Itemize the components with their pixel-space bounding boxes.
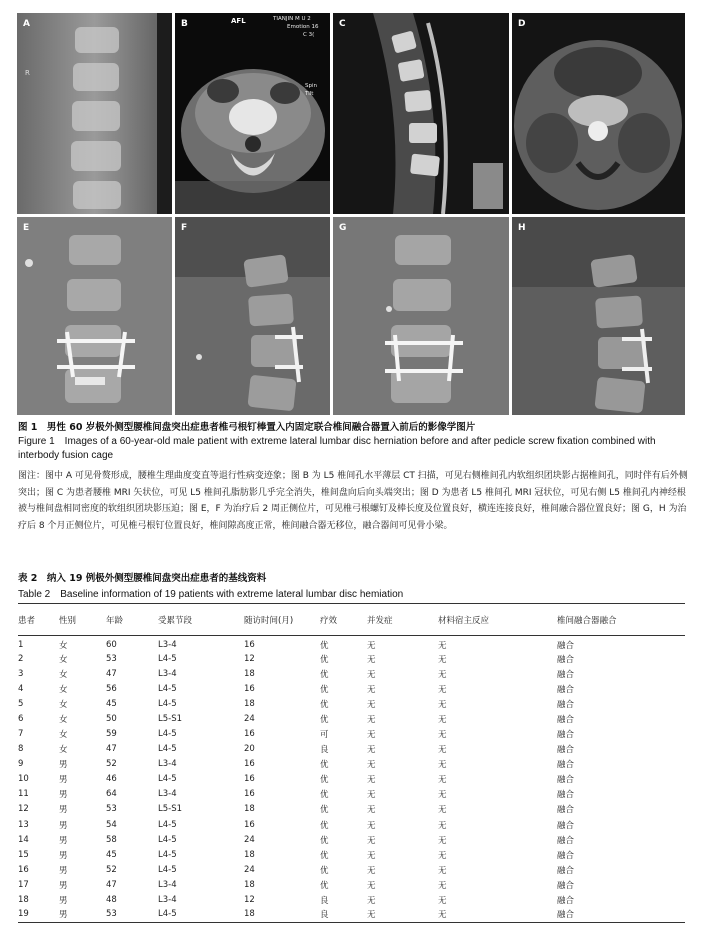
table-row — [18, 787, 685, 802]
table-cell: 19 — [18, 908, 29, 919]
panel-h-xray-lateral-followup — [512, 217, 685, 415]
table-cell: L3-4 — [158, 759, 177, 770]
panel-g-xray-ap-followup — [333, 217, 509, 415]
table-cell: 无 — [438, 880, 447, 891]
table-cell: 16 — [244, 759, 255, 770]
table-cell: L3-4 — [158, 668, 177, 679]
table-header-row — [18, 604, 685, 636]
table-cell: L4-5 — [158, 908, 177, 919]
table-cell: 无 — [367, 714, 376, 725]
table-cell: 优 — [320, 865, 329, 876]
panel-label: G — [339, 223, 347, 233]
table-cell: 18 — [244, 804, 255, 815]
table-cell: 58 — [106, 834, 117, 845]
table-cell: 融合 — [557, 865, 575, 876]
table-row — [18, 757, 685, 772]
table-cell: 无 — [367, 880, 376, 891]
table-cell: 14 — [18, 834, 29, 845]
table-cell: 无 — [367, 850, 376, 861]
table-cell: 无 — [438, 684, 447, 695]
table-cell: 12 — [244, 895, 255, 906]
table-cell: 优 — [320, 699, 329, 710]
table-cell: 47 — [106, 668, 117, 679]
table-cell: 优 — [320, 654, 329, 665]
table-cell: 优 — [320, 760, 329, 771]
panel-label: A — [23, 19, 30, 29]
table-body — [18, 636, 685, 923]
table-cell: 16 — [244, 683, 255, 694]
column-header: 疗效 — [320, 615, 338, 626]
table-cell: 53 — [106, 804, 117, 815]
table-cell: 融合 — [557, 654, 575, 665]
table-cell: 16 — [244, 819, 255, 830]
table-row — [18, 696, 685, 711]
panel-label: E — [23, 223, 30, 233]
table-cell: 无 — [438, 760, 447, 771]
table-cell: 融合 — [557, 699, 575, 710]
table-cell: L4-5 — [158, 864, 177, 875]
ct-overlay-text: Spin — [305, 83, 317, 89]
table-cell: 优 — [320, 805, 329, 816]
table-cell: 1 — [18, 640, 24, 650]
table-cell: 融合 — [557, 641, 575, 651]
table-cell: 17 — [18, 879, 29, 890]
table-cell: 无 — [367, 896, 376, 907]
table-cell: 5 — [18, 698, 24, 709]
table-row — [18, 847, 685, 862]
panel-label: D — [518, 19, 526, 29]
table-cell: L4-5 — [158, 653, 177, 664]
table-cell: 无 — [438, 835, 447, 846]
table-cell: 18 — [244, 849, 255, 860]
table-cell: 6 — [18, 713, 24, 724]
table-cell: 无 — [367, 745, 376, 756]
table-cell: 60 — [106, 640, 117, 650]
table-cell: 女 — [59, 699, 68, 710]
table-cell: 56 — [106, 683, 117, 694]
table-cell: 52 — [106, 864, 117, 875]
table-cell: 16 — [244, 640, 255, 650]
table-row — [18, 877, 685, 892]
table-row — [18, 862, 685, 877]
table-cell: 12 — [244, 653, 255, 664]
table-cell: 良 — [320, 896, 329, 907]
table-cell: 无 — [367, 865, 376, 876]
table-cell: 无 — [438, 820, 447, 831]
table-cell: 优 — [320, 641, 329, 651]
table-cell: 18 — [244, 698, 255, 709]
table-cell: 无 — [438, 745, 447, 756]
table-row — [18, 636, 685, 652]
table-cell: 融合 — [557, 909, 575, 920]
panel-e-xray-ap-postop — [17, 217, 172, 415]
table-cell: 无 — [367, 654, 376, 665]
table-cell: 20 — [244, 744, 255, 755]
table-cell: 10 — [18, 774, 29, 785]
column-header: 椎间融合器融合 — [557, 615, 617, 626]
table-cell: 男 — [59, 790, 68, 801]
table-cell: 男 — [59, 896, 68, 907]
column-header: 随访时间(月) — [244, 615, 294, 626]
column-header: 患者 — [18, 615, 36, 626]
table-title-en: Table 2 Baseline information of 19 patients with extreme lateral lumbar disc hemiation — [18, 589, 404, 600]
table-cell: 女 — [59, 745, 68, 756]
table-cell: L4-5 — [158, 683, 177, 694]
table-cell: 15 — [18, 849, 29, 860]
table-cell: 47 — [106, 744, 117, 755]
panel-label: H — [518, 223, 526, 233]
table-row — [18, 908, 685, 923]
figure-caption-en: Figure 1 Images of a 60-year-old male patient with extreme lateral lumbar disc herniation before and after pedicle screw fixation combined with interbody fusion cage — [18, 436, 656, 461]
table-cell: L3-4 — [158, 879, 177, 890]
table-cell: L5-S1 — [158, 804, 183, 815]
table-cell: 无 — [438, 790, 447, 801]
table-cell: 11 — [18, 789, 29, 800]
table-title-zh: 表 2 纳入 19 例极外侧型腰椎间盘突出症患者的基线资料 — [18, 573, 267, 584]
table-cell: 无 — [367, 775, 376, 786]
table-cell: 优 — [320, 684, 329, 695]
table-cell: 融合 — [557, 850, 575, 861]
ct-overlay-text: Emotion 16 — [287, 24, 319, 30]
table-cell: 无 — [367, 699, 376, 710]
table-cell: 优 — [320, 790, 329, 801]
table-cell: 12 — [18, 804, 29, 815]
table-cell: 融合 — [557, 790, 575, 801]
baseline-table — [18, 603, 685, 923]
table-cell: L3-4 — [158, 789, 177, 800]
table-row — [18, 832, 685, 847]
figure-1-image-grid — [17, 13, 685, 415]
figure-note: 图注：图中 A 可见骨赘形成，腰椎生理曲度变直等退行性病变迹象；图 B 为 L5 椎间孔水平薄层 CT 扫描，可见右侧椎间孔内软组织团块影占据椎间孔，同时伴有后外侧突出；图 C 为患者腰椎 MRI 矢状位，可见 L5 椎间孔脂肪影几乎完全消失，椎间盘向后向头端突出；图 D 为患者 L5 椎间孔 MRI 冠状位，可见右侧 L5 椎间孔内神经根被与椎间盘相同密度的软组织团块影压迫；图 E，F 为治疗后 2 周正侧位片，可见椎弓根螺钉及棒长度及位置良好，横连连接良好，椎间融合器位置良好；图 G，H 为治疗后 8 个月正侧位片，可见椎弓根钉位置良好，椎间隙高度正常，椎间融合器无移位，融合器间可见骨小梁。 — [18, 471, 688, 531]
table-row — [18, 711, 685, 726]
table-cell: 男 — [59, 850, 68, 861]
table-cell: 无 — [367, 805, 376, 816]
table-cell: 46 — [106, 774, 117, 785]
table-cell: 无 — [367, 684, 376, 695]
table-cell: 融合 — [557, 896, 575, 907]
panel-d-mri-axial — [512, 13, 685, 214]
table-cell: 女 — [59, 654, 68, 665]
table-cell: 男 — [59, 775, 68, 786]
figure-caption-zh: 图 1 男性 60 岁极外侧型腰椎间盘突出症患者椎弓根钉棒置入内固定联合椎间融合器置入前后的影像学图片 — [18, 422, 476, 433]
table-cell: 16 — [244, 729, 255, 740]
table-cell: 64 — [106, 789, 117, 800]
table-cell: L4-5 — [158, 729, 177, 740]
table-row — [18, 651, 685, 666]
table-cell: 可 — [320, 730, 329, 741]
column-header: 受累节段 — [158, 615, 193, 626]
table-cell: 融合 — [557, 805, 575, 816]
table-cell: 男 — [59, 865, 68, 876]
table-cell: 良 — [320, 909, 329, 920]
table-cell: 无 — [438, 654, 447, 665]
table-cell: 男 — [59, 760, 68, 771]
table-cell: 优 — [320, 850, 329, 861]
table-cell: 融合 — [557, 760, 575, 771]
table-cell: 52 — [106, 759, 117, 770]
svg-text:R: R — [25, 69, 30, 77]
table-cell: 融合 — [557, 684, 575, 695]
table-cell: 16 — [244, 774, 255, 785]
table-cell: 优 — [320, 820, 329, 831]
table-cell: 融合 — [557, 730, 575, 741]
table-cell: L5-S1 — [158, 713, 183, 724]
table-cell: 无 — [438, 865, 447, 876]
table-cell: 53 — [106, 908, 117, 919]
table-cell: 无 — [367, 820, 376, 831]
table-cell: L3-4 — [158, 640, 177, 650]
table-cell: 54 — [106, 819, 117, 830]
table-cell: 48 — [106, 895, 117, 906]
panel-label: F — [181, 223, 188, 233]
table-cell: 无 — [438, 896, 447, 907]
table-cell: 45 — [106, 849, 117, 860]
table-cell: 4 — [18, 683, 24, 694]
table-cell: 无 — [438, 730, 447, 741]
table-cell: 3 — [18, 668, 24, 679]
table-cell: 45 — [106, 698, 117, 709]
table-cell: 女 — [59, 641, 68, 651]
ct-overlay-text: C 3( — [303, 32, 315, 38]
table-row — [18, 772, 685, 787]
table-cell: 18 — [244, 879, 255, 890]
table-cell: 融合 — [557, 820, 575, 831]
table-cell: 优 — [320, 714, 329, 725]
table-cell: 8 — [18, 744, 24, 755]
table-cell: 融合 — [557, 835, 575, 846]
ct-overlay-text: TIANJIN M U 2 — [273, 16, 311, 22]
panel-c-mri-sagittal — [333, 13, 509, 214]
table-cell: 良 — [320, 745, 329, 756]
table-row — [18, 666, 685, 681]
table-cell: 24 — [244, 834, 255, 845]
table-cell: 无 — [367, 730, 376, 741]
table-cell: 无 — [438, 909, 447, 920]
panel-a-xray-ap — [17, 13, 172, 214]
table-cell: 男 — [59, 880, 68, 891]
table-cell: 优 — [320, 775, 329, 786]
table-cell: L4-5 — [158, 698, 177, 709]
table-cell: 女 — [59, 714, 68, 725]
table-cell: 优 — [320, 880, 329, 891]
table-cell: 男 — [59, 835, 68, 846]
table-cell: 融合 — [557, 880, 575, 891]
table-cell: 13 — [18, 819, 29, 830]
table-cell: 女 — [59, 730, 68, 741]
table-cell: 无 — [438, 669, 447, 680]
table-cell: 男 — [59, 909, 68, 920]
table-cell: 融合 — [557, 745, 575, 756]
ct-overlay-text: AFL — [231, 17, 246, 25]
ct-overlay-text: Tilt — [305, 91, 314, 97]
panel-f-xray-lateral-postop — [175, 217, 330, 415]
column-header: 材料宿主反应 — [438, 615, 490, 626]
table-cell: 无 — [367, 760, 376, 771]
table-cell: L4-5 — [158, 744, 177, 755]
table-cell: 融合 — [557, 669, 575, 680]
table-row — [18, 742, 685, 757]
table-cell: 女 — [59, 684, 68, 695]
table-cell: 女 — [59, 669, 68, 680]
table-cell: 男 — [59, 820, 68, 831]
column-header: 年龄 — [106, 615, 124, 626]
table-cell: 18 — [18, 895, 29, 906]
table-cell: 59 — [106, 729, 117, 740]
table-cell: 融合 — [557, 714, 575, 725]
table-cell: 无 — [367, 835, 376, 846]
table-cell: 53 — [106, 653, 117, 664]
table-cell: L3-4 — [158, 895, 177, 906]
table-cell: 无 — [438, 775, 447, 786]
table-cell: 47 — [106, 879, 117, 890]
table-cell: 无 — [367, 790, 376, 801]
panel-b-ct-axial — [175, 13, 330, 214]
table-cell: 16 — [18, 864, 29, 875]
table-cell: 2 — [18, 653, 24, 664]
table-cell: 无 — [438, 805, 447, 816]
table-cell: 优 — [320, 669, 329, 680]
table-cell: 无 — [438, 641, 447, 651]
table-cell: 18 — [244, 668, 255, 679]
table-cell: 无 — [367, 909, 376, 920]
table-row — [18, 726, 685, 741]
table-cell: 男 — [59, 805, 68, 816]
panel-label: C — [339, 19, 346, 29]
table-cell: L4-5 — [158, 849, 177, 860]
table-cell: 无 — [438, 850, 447, 861]
column-header: 性别 — [59, 615, 77, 626]
table-cell: 50 — [106, 713, 117, 724]
table-cell: 9 — [18, 759, 24, 770]
table-cell: 无 — [438, 699, 447, 710]
table-cell: 7 — [18, 729, 24, 740]
table-cell: L4-5 — [158, 819, 177, 830]
table-row — [18, 681, 685, 696]
table-row — [18, 817, 685, 832]
column-header: 并发症 — [367, 615, 393, 626]
table-cell: 无 — [367, 669, 376, 680]
table-cell: 24 — [244, 713, 255, 724]
table-row — [18, 802, 685, 817]
panel-label: B — [181, 19, 188, 29]
table-cell: 无 — [367, 641, 376, 651]
table-cell: L4-5 — [158, 834, 177, 845]
table-cell: 融合 — [557, 775, 575, 786]
table-cell: 24 — [244, 864, 255, 875]
table-cell: L4-5 — [158, 774, 177, 785]
table-cell: 16 — [244, 789, 255, 800]
table-row — [18, 893, 685, 908]
table-cell: 优 — [320, 835, 329, 846]
table-cell: 无 — [438, 714, 447, 725]
table-cell: 18 — [244, 908, 255, 919]
